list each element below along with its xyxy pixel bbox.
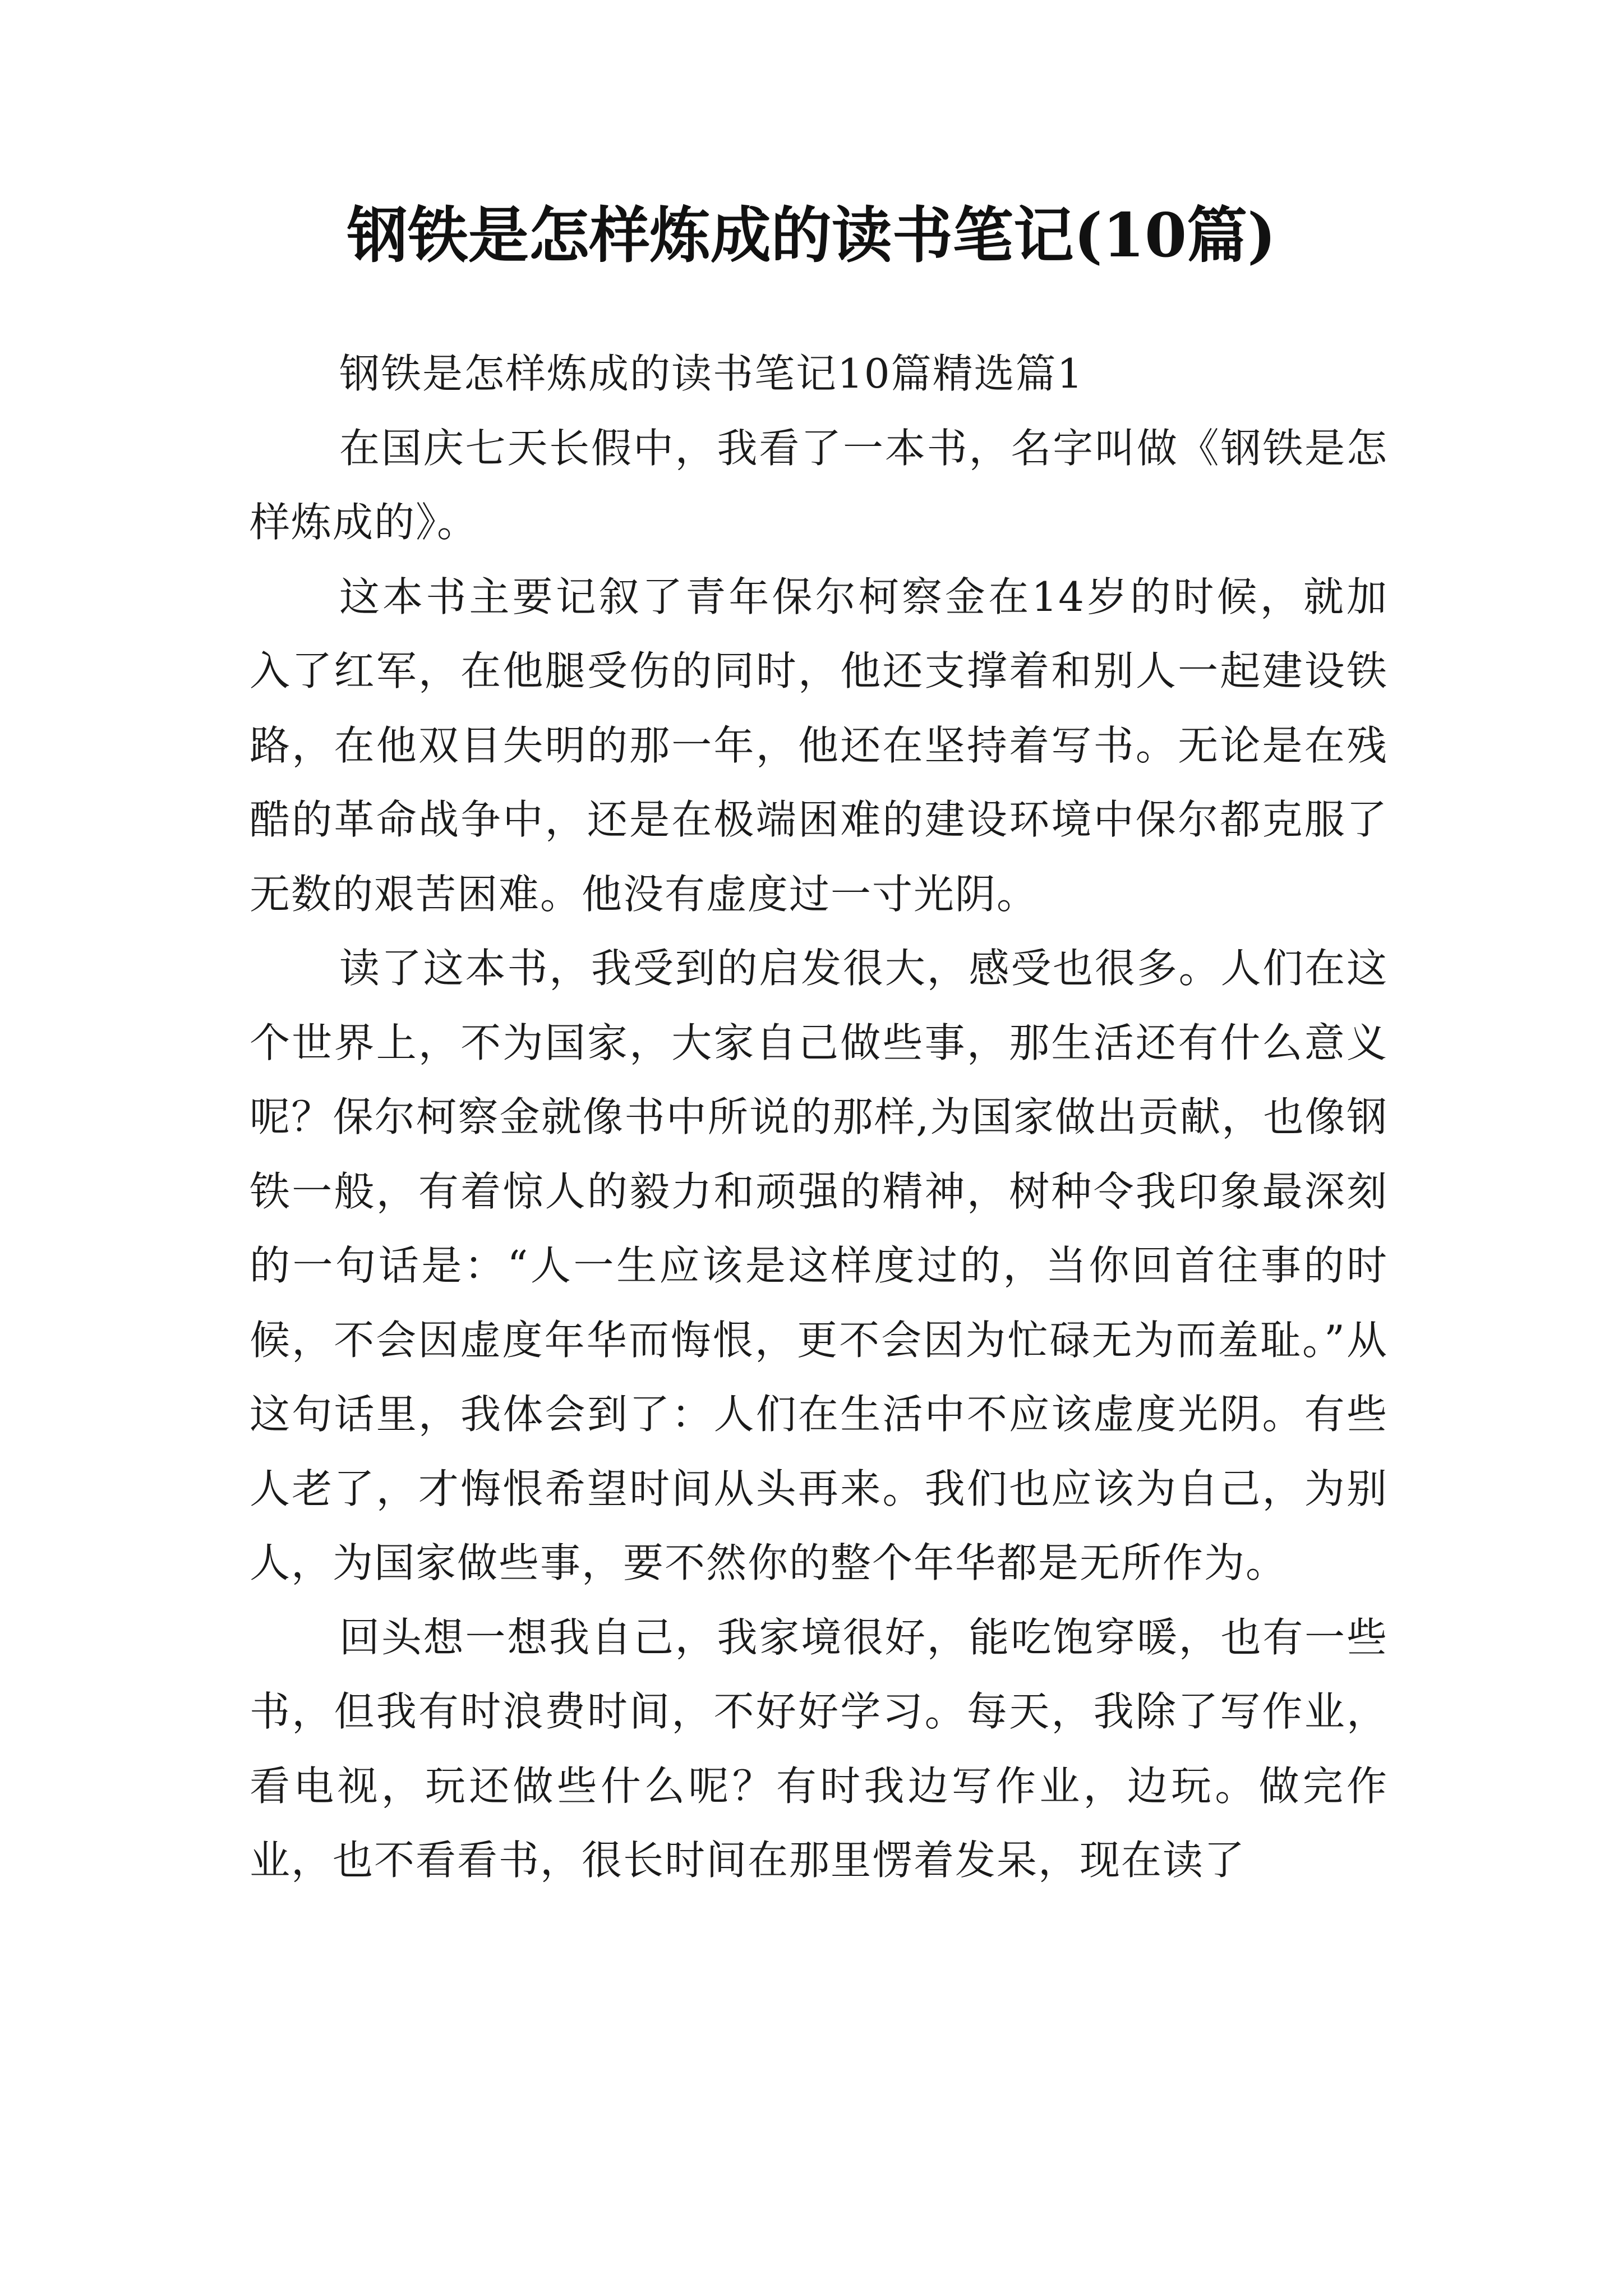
paragraph: 这本书主要记叙了青年保尔柯察金在14岁的时候，就加入了红军，在他腿受伤的同时，他还支撑着和别人一起建设铁路，在他双目失明的那一年，他还在坚持着写书。无论是在残酷的革命战争中，还是在极端困难的建设环境中保尔都克服了无数的艰苦困难。他没有虚度过一寸光阴。: [250, 573, 1388, 918]
paragraph: 读了这本书，我受到的启发很大，感受也很多。人们在这个世界上，不为国家，大家自己做些事，那生活还有什么意义呢？保尔柯察金就像书中所说的那样,为国家做出贡献，也像钢铁一般，有着惊人的毅力和顽强的精神，树种令我印象最深刻的一句话是：“人一生应该是这样度过的，当你回首往事的时候，不会因虚度年华而悔恨，更不会因为忙碌无为而羞耻。”从这句话里，我体会到了：人们在生活中不应该虚度光阴。有些人老了，才悔恨希望时间从头再来。我们也应该为自己，为别人，为国家做些事，要不然你的整个年华都是无所作为。: [250, 945, 1388, 1586]
document-body: [250, 337, 1388, 1898]
section-heading: 钢铁是怎样炼成的读书笔记10篇精选篇1: [339, 350, 1084, 397]
paragraph: 在国庆七天长假中，我看了一本书，名字叫做《钢铁是怎样炼成的》。: [250, 424, 1388, 546]
paragraph: 回头想一想我自己，我家境很好，能吃饱穿暖，也有一些书，但我有时浪费时间，不好好学习。每天，我除了写作业，看电视，玩还做些什么呢？有时我边写作业，边玩。做完作业，也不看看书，很长时间在那里愣着发呆，现在读了: [250, 1613, 1388, 1884]
document-title: 钢铁是怎样炼成的读书笔记(10篇): [347, 200, 1276, 271]
